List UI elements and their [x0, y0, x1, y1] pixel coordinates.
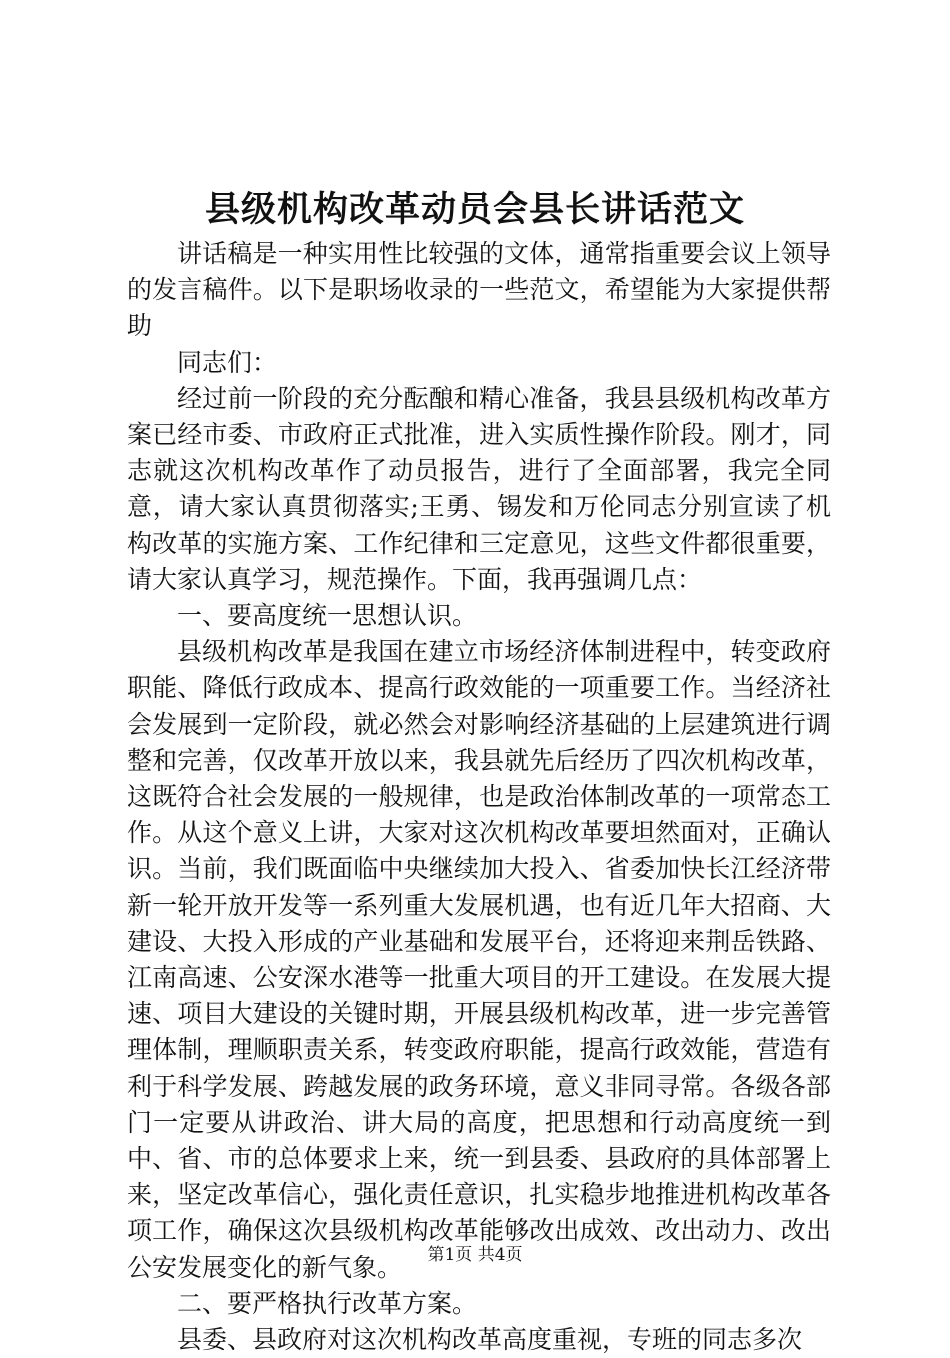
section-heading-1: 一、要高度统一思想认识。 — [177, 601, 478, 631]
paragraph-section-2: 县委、县政府对这次机构改革高度重视，专班的同志多次 — [177, 1325, 803, 1355]
document-title: 县级机构改革动员会县长讲话范文 — [204, 189, 745, 230]
paragraph-opening: 经过前一阶段的充分酝酿和精心准备，我县县级机构改革方案已经市委、市政府正式批准，进入实质性操作阶段。刚才，同志就这次机构改革作了动员报告，进行了全面部署，我完全同意，请大家认真贯彻落实;王勇、锡发和万伦同志分别宣读了机构改革的实施方案、工作纪律和三定意见，这些文件都很重要，请大家认真学习，规范操作。下面，我再强调几点： — [127, 383, 831, 594]
paragraph-section-1: 县级机构改革是我国在建立市场经济体制进程中，转变政府职能、降低行政成本、提高行政效能的一项重要工作。当经济社会发展到一定阶段，就必然会对影响经济基础的上层建筑进行调整和完善，仅改革开放以来，我县就先后经历了四次机构改革，这既符合社会发展的一般规律，也是政治体制改革的一项常态工作。从这个意义上讲，大家对这次机构改革要坦然面对，正确认识。当前，我们既面临中央继续加大投入、省委加快长江经济带新一轮开放开发等一系列重大发展机遇，也有近几年大招商、大建设、大投入形成的产业基础和发展平台，还将迎来荆岳铁路、江南高速、公安深水港等一批重大项目的开工建设。在发展大提速、项目大建设的关键时期，开展县级机构改革，进一步完善管理体制，理顺职责关系，转变政府职能，提高行政效能，营造有利于科学发展、跨越发展的政务环境，意义非同寻常。各级各部门一定要从讲政治、讲大局的高度，把思想和行动高度统一到中、省、市的总体要求上来，统一到县委、县政府的具体部署上来，坚定改革信心，强化责任意识，扎实稳步地推进机构改革各项工作，确保这次县级机构改革能够改出成效、改出动力、改出公安发展变化的新气象。 — [127, 637, 831, 1282]
section-heading-2: 二、要严格执行改革方案。 — [177, 1288, 478, 1318]
paragraph-intro: 讲话稿是一种实用性比较强的文体，通常指重要会议上领导的发言稿件。以下是职场收录的一些范文，希望能为大家提供帮助 — [127, 239, 831, 341]
page-footer: 第1页 共4页 — [427, 1245, 523, 1265]
document-body — [127, 236, 831, 1358]
paragraph-salutation: 同志们： — [177, 347, 278, 377]
